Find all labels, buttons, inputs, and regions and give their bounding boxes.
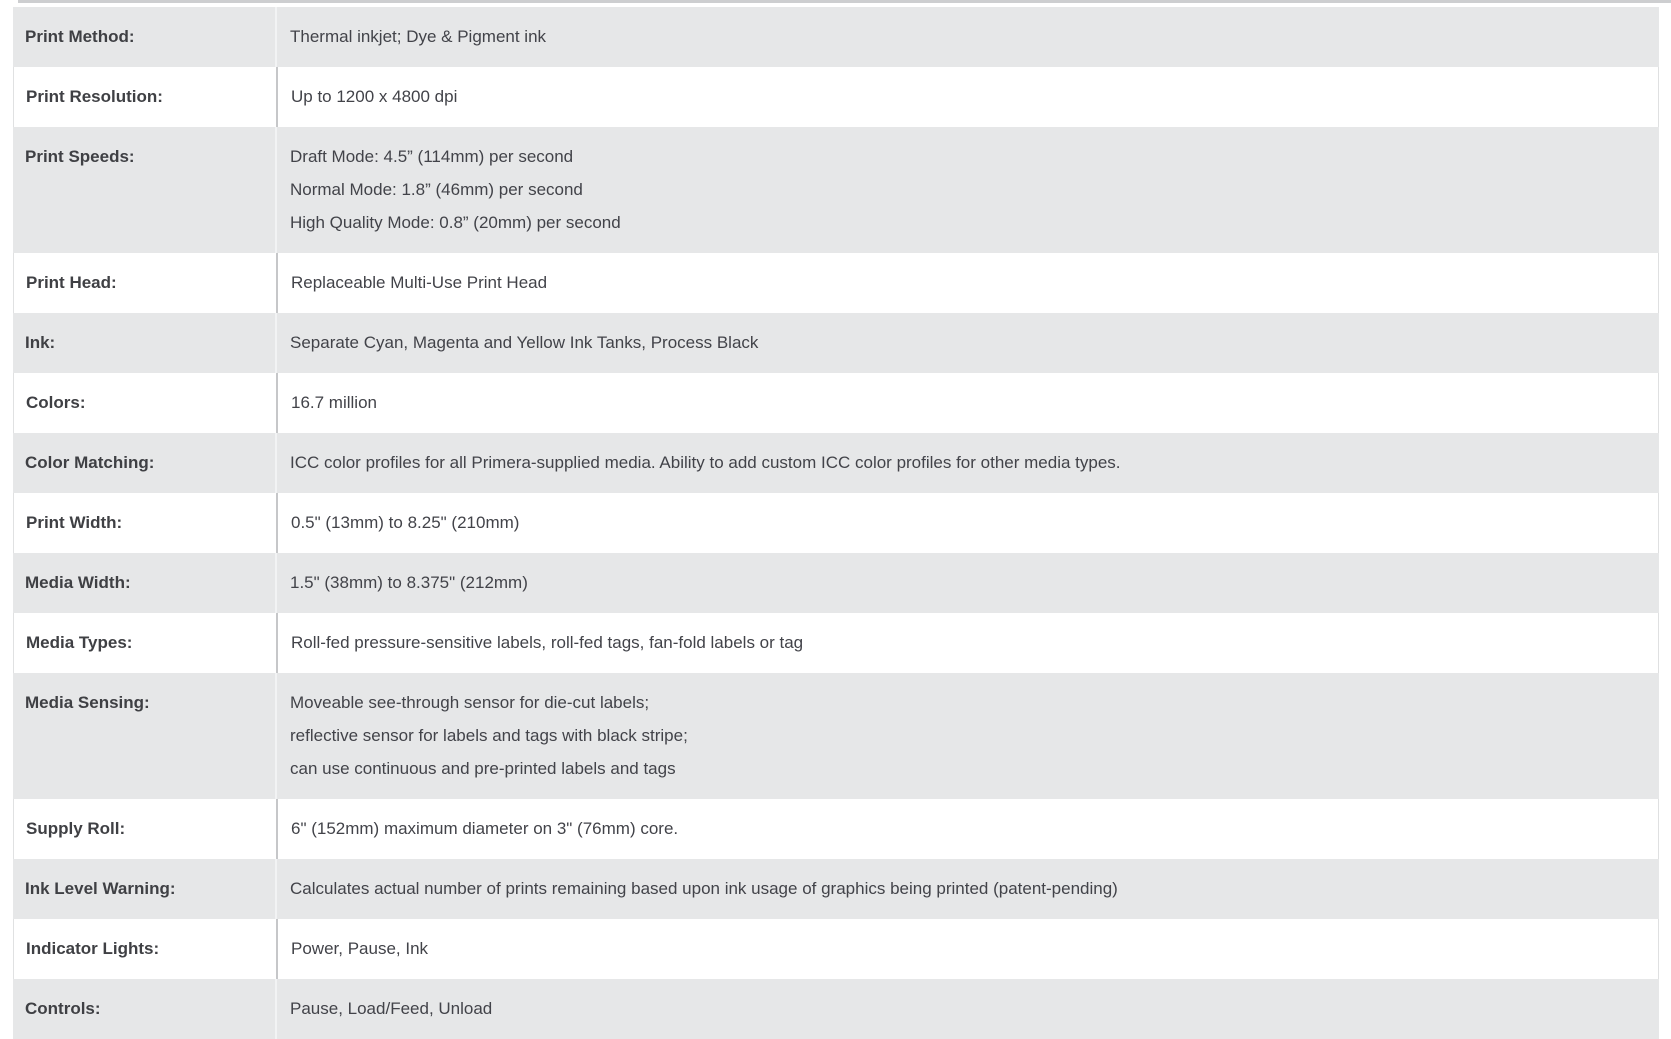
spec-row — [13, 613, 1659, 673]
spec-value-line: 16.7 million — [291, 393, 377, 412]
top-divider — [18, 0, 1671, 3]
spec-value-line: Thermal inkjet; Dye & Pigment ink — [290, 27, 547, 46]
spec-value — [275, 553, 1659, 613]
spec-value-line: can use continuous and pre-printed labels and tags — [290, 759, 676, 778]
spec-value-line: Calculates actual number of prints remaining based upon ink usage of graphics being printed (patent-pending) — [290, 879, 1118, 898]
spec-row — [13, 373, 1659, 433]
spec-value — [275, 979, 1659, 1039]
spec-value — [276, 613, 1658, 673]
spec-value — [276, 67, 1658, 127]
spec-row — [13, 979, 1659, 1039]
spec-value — [276, 919, 1658, 979]
spec-value-line: Pause, Load/Feed, Unload — [290, 999, 493, 1018]
spec-row — [13, 67, 1659, 127]
spec-value-line: ICC color profiles for all Primera-supplied media. Ability to add custom ICC color profiles for other media types. — [290, 453, 1121, 472]
printer-spec-table — [13, 7, 1659, 1039]
spec-value-line: Replaceable Multi-Use Print Head — [291, 273, 548, 292]
spec-label: Media Width: — [25, 573, 131, 592]
spec-row — [13, 673, 1659, 799]
spec-value-line: Roll-fed pressure-sensitive labels, roll-fed tags, fan-fold labels or tag — [291, 633, 804, 652]
spec-row — [13, 313, 1659, 373]
spec-label: Media Sensing: — [25, 693, 150, 712]
spec-value — [275, 673, 1659, 799]
spec-value — [275, 127, 1659, 253]
spec-label: Supply Roll: — [26, 819, 126, 838]
spec-label: Print Resolution: — [26, 87, 163, 106]
spec-value-line: reflective sensor for labels and tags with black stripe; — [290, 726, 688, 745]
spec-value — [276, 493, 1658, 553]
spec-row — [13, 859, 1659, 919]
spec-value-line: 6" (152mm) maximum diameter on 3" (76mm) core. — [291, 819, 679, 838]
spec-value-line: Moveable see-through sensor for die-cut labels; — [290, 693, 650, 712]
spec-label: Print Method: — [25, 27, 135, 46]
spec-row — [13, 799, 1659, 859]
spec-row — [13, 253, 1659, 313]
spec-row — [13, 553, 1659, 613]
spec-value-line: 0.5" (13mm) to 8.25" (210mm) — [291, 513, 520, 532]
spec-label: Indicator Lights: — [26, 939, 160, 958]
spec-row — [13, 493, 1659, 553]
spec-label: Print Speeds: — [25, 147, 135, 166]
spec-value-line: Up to 1200 x 4800 dpi — [291, 87, 458, 106]
spec-value-line: High Quality Mode: 0.8” (20mm) per second — [290, 213, 621, 232]
spec-value-line: Normal Mode: 1.8” (46mm) per second — [290, 180, 583, 199]
spec-label: Controls: — [25, 999, 101, 1018]
spec-value — [276, 799, 1658, 859]
spec-value — [276, 253, 1658, 313]
spec-label: Print Width: — [26, 513, 123, 532]
spec-value-line: Draft Mode: 4.5” (114mm) per second — [290, 147, 574, 166]
spec-row — [13, 919, 1659, 979]
spec-label: Ink: — [25, 333, 56, 352]
spec-value-line: 1.5" (38mm) to 8.375" (212mm) — [290, 573, 528, 592]
spec-label: Colors: — [26, 393, 86, 412]
spec-row — [13, 433, 1659, 493]
spec-label: Print Head: — [26, 273, 117, 292]
spec-value — [275, 7, 1659, 67]
spec-label: Ink Level Warning: — [25, 879, 176, 898]
spec-row — [13, 7, 1659, 67]
spec-value-line: Power, Pause, Ink — [291, 939, 429, 958]
spec-value — [275, 313, 1659, 373]
spec-label: Color Matching: — [25, 453, 155, 472]
spec-value — [275, 433, 1659, 493]
spec-value-line: Separate Cyan, Magenta and Yellow Ink Tanks, Process Black — [290, 333, 759, 352]
spec-label: Media Types: — [26, 633, 133, 652]
spec-row — [13, 127, 1659, 253]
spec-value — [276, 373, 1658, 433]
spec-value — [275, 859, 1659, 919]
